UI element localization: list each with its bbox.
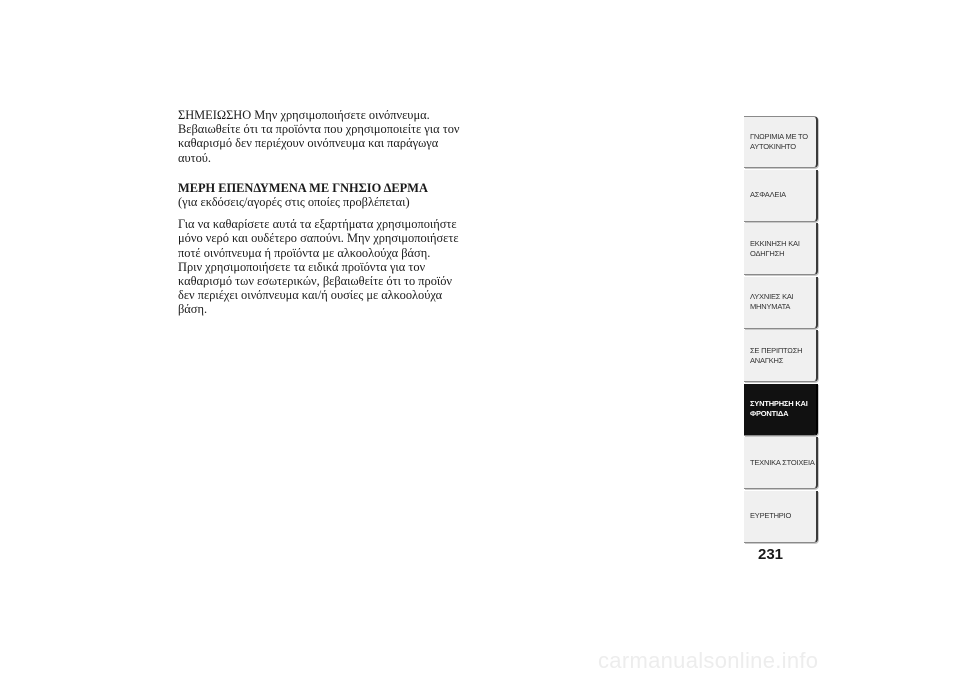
tab-index[interactable]: ΕΥΡΕΤΗΡΙΟ — [744, 491, 818, 543]
section-heading: ΜΕΡΗ ΕΠΕΝΔΥΜΕΝΑ ΜΕ ΓΝΗΣΙΟ ΔΕΡΜΑ — [178, 180, 428, 195]
tab-starting-and-driving[interactable]: ΕΚΚΙΝΗΣΗ ΚΑΙ ΟΔΗΓΗΣΗ — [744, 223, 818, 275]
main-content — [178, 108, 478, 317]
tab-getting-to-know-vehicle[interactable]: ΓΝΩΡΙΜΙΑ ΜΕ ΤΟ ΑΥΤΟΚΙΝΗΤΟ — [744, 116, 818, 168]
note-paragraph: ΣΗΜΕΙΩΣΗΟ Μην χρησιμοποιήσετε οινόπνευμα. Βεβαιωθείτε ότι τα προϊόντα που χρησιμοποιείτε για τον καθαρισμό δεν περιέχουν οινόπνευμα και παράγωγα αυτού. — [178, 108, 460, 165]
tab-safety[interactable]: ΑΣΦΑΛΕΙΑ — [744, 170, 818, 222]
tab-technical-specifications[interactable]: ΤΕΧΝΙΚΑ ΣΤΟΙΧΕΙΑ — [744, 437, 818, 489]
tab-servicing-and-care[interactable]: ΣΥΝΤΗΡΗΣΗ ΚΑΙ ΦΡΟΝΤΙΔΑ — [744, 384, 818, 436]
section-subheading: (για εκδόσεις/αγορές στις οποίες προβλέπεται) — [178, 195, 410, 210]
body-paragraph: Για να καθαρίσετε αυτά τα εξαρτήματα χρησιμοποιήστε μόνο νερό και ουδέτερο σαπούνι. Μην χρησιμοποιήσετε ποτέ οινόπνευμα ή προϊόντα με αλκοολούχα βάση. Πριν χρησιμοποιήσετε τα ειδικά προϊόντα για τον καθαρισμό των εσωτερικών, βεβαιωθείτε ότι το προϊόν δεν περιέχει οινόπνευμα και/ή ουσίες με αλκοολούχα βάση. — [178, 217, 459, 317]
watermark: carmanualsonline.info — [598, 648, 819, 673]
tab-warning-lights-and-messages[interactable]: ΛΥΧΝΙΕΣ ΚΑΙ ΜΗΝΥΜΑΤΑ — [744, 277, 818, 329]
chapter-tabs — [744, 116, 818, 544]
page-number: 231 — [758, 546, 784, 563]
tab-in-an-emergency[interactable]: ΣΕ ΠΕΡΙΠΤΩΣΗ ΑΝΑΓΚΗΣ — [744, 330, 818, 382]
